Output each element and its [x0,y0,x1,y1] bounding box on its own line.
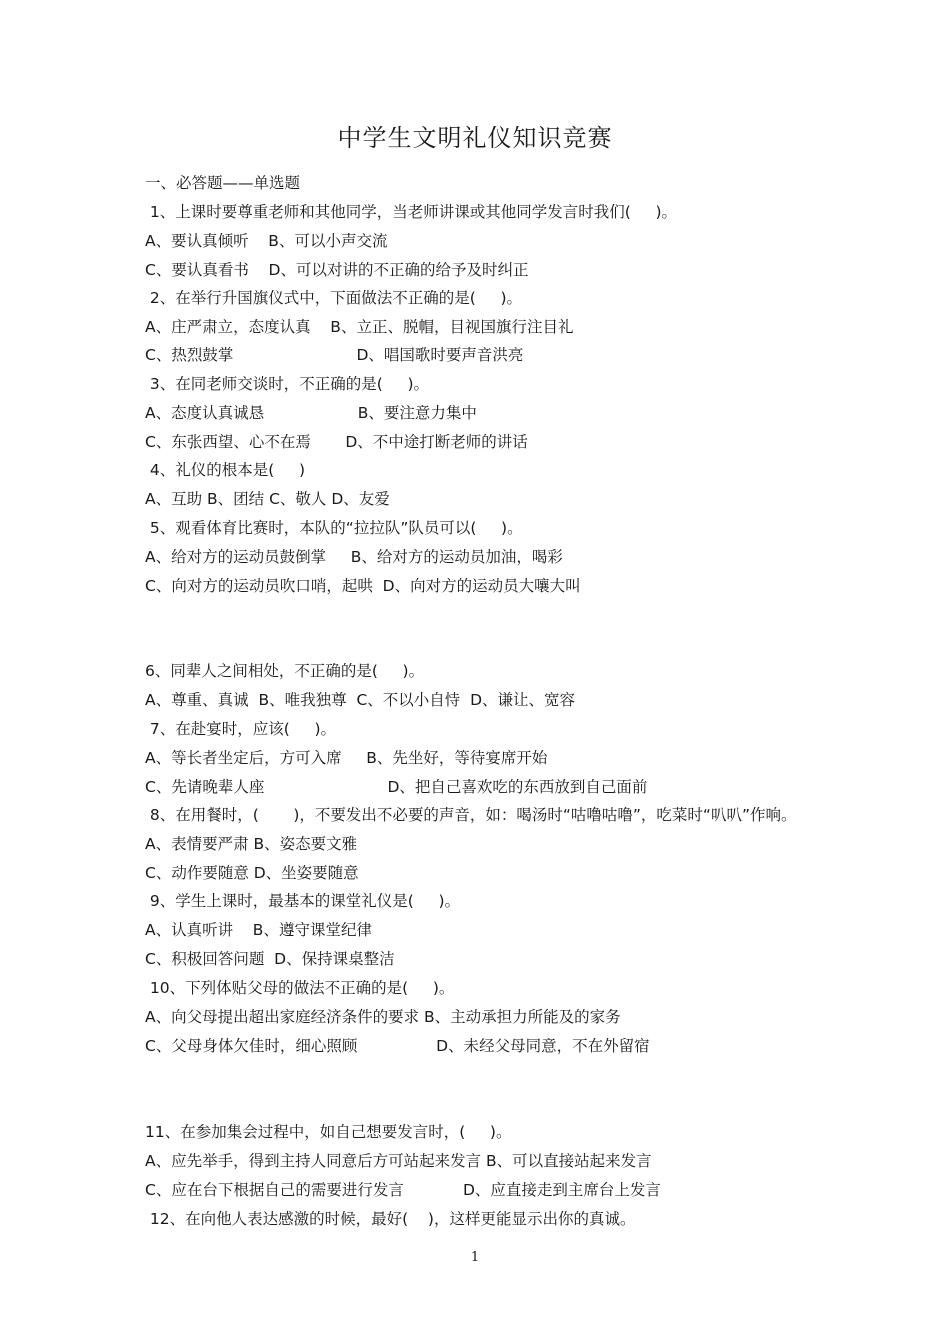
question-9-options-ab: A、认真听讲 B、遵守课堂纪律 [145,921,372,939]
question-5: 5、观看体育比赛时，本队的“拉拉队”队员可以( )。 [145,519,523,537]
question-5-options-cd: C、向对方的运动员吹口哨，起哄 D、向对方的运动员大嚷大叫 [145,577,581,595]
question-10-options-cd: C、父母身体欠佳时，细心照顾 D、未经父母同意，不在外留宿 [145,1037,650,1055]
section-heading: 一、必答题——单选题 [145,174,301,192]
question-12: 12、在向他人表达感激的时候，最好( )，这样更能显示出你的真诚。 [145,1210,636,1228]
question-2-options-ab: A、庄严肃立，态度认真 B、立正、脱帽，目视国旗行注目礼 [145,318,574,336]
question-1: 1、上课时要尊重老师和其他同学，当老师讲课或其他同学发言时我们( )。 [145,203,678,221]
question-3-options-cd: C、东张西望、心不在焉 D、不中途打断老师的讲话 [145,433,528,451]
question-5-options-ab: A、给对方的运动员鼓倒掌 B、给对方的运动员加油，喝彩 [145,548,563,566]
question-3: 3、在同老师交谈时，不正确的是( )。 [145,375,430,393]
question-2: 2、在举行升国旗仪式中，下面做法不正确的是( )。 [145,289,523,307]
question-10-options-ab: A、向父母提出超出家庭经济条件的要求 B、主动承担力所能及的家务 [145,1008,621,1026]
question-11-options-ab: A、应先举手，得到主持人同意后方可站起来发言 B、可以直接站起来发言 [145,1152,652,1170]
question-3-options-ab: A、态度认真诚恳 B、要注意力集中 [145,404,477,422]
question-9: 9、学生上课时，最基本的课堂礼仪是( )。 [145,892,461,910]
question-10: 10、下列体贴父母的做法不正确的是( )。 [145,979,455,997]
question-8-options-ab: A、表情要严肃 B、姿态要文雅 [145,835,358,853]
question-7: 7、在赴宴时，应该( )。 [145,720,337,738]
page-title: 中学生文明礼仪知识竞赛 [337,124,613,152]
question-2-options-cd: C、热烈鼓掌 D、唱国歌时要声音洪亮 [145,346,524,364]
question-11: 11、在参加集会过程中，如自己想要发言时，( )。 [145,1123,512,1141]
question-4: 4、礼仪的根本是( ) [145,461,306,479]
question-8: 8、在用餐时，( )，不要发出不必要的声音，如：喝汤时“咕噜咕噜”，吃菜时“叭叭”作响。 [145,806,797,824]
page-number: 1 [470,1250,480,1265]
question-9-options-cd: C、积极回答问题 D、保持课桌整洁 [145,950,395,968]
question-6: 6、同辈人之间相处，不正确的是( )。 [145,662,425,680]
question-7-options-ab: A、等长者坐定后，方可入席 B、先坐好，等待宴席开始 [145,749,548,767]
question-1-options-cd: C、要认真看书 D、可以对讲的不正确的给予及时纠正 [145,261,529,279]
question-11-options-cd: C、应在台下根据自己的需要进行发言 D、应直接走到主席台上发言 [145,1181,661,1199]
question-6-options: A、尊重、真诚 B、唯我独尊 C、不以小自恃 D、谦让、宽容 [145,691,576,709]
question-1-options-ab: A、要认真倾听 B、可以小声交流 [145,232,388,250]
question-7-options-cd: C、先请晚辈人座 D、把自己喜欢吃的东西放到自己面前 [145,778,648,796]
question-4-options: A、互助 B、团结 C、敬人 D、友爱 [145,490,390,508]
question-8-options-cd: C、动作要随意 D、坐姿要随意 [145,864,359,882]
